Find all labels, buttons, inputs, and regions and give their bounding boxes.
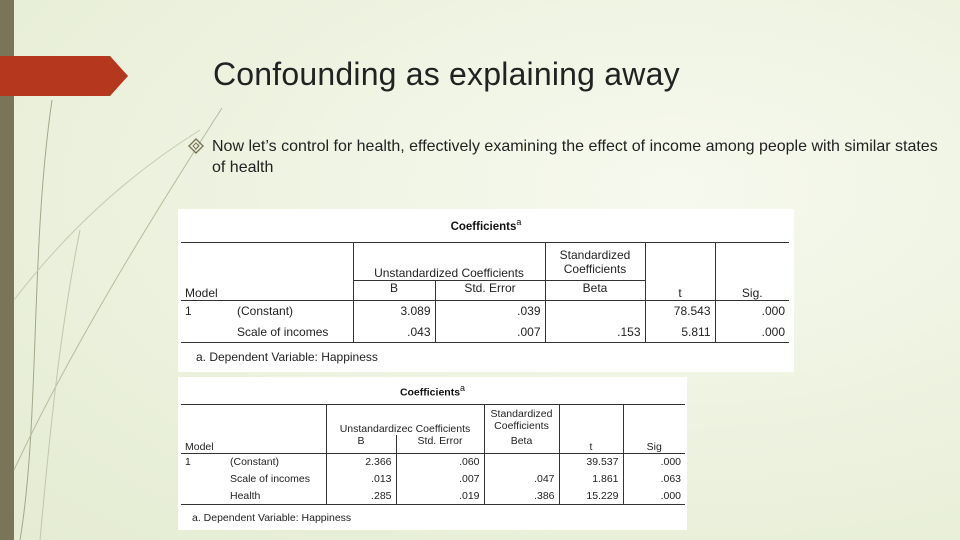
table-footnote: a. Dependent Variable: Happiness [196, 350, 378, 364]
header-t: t [559, 405, 623, 454]
header-unstandardized: Unstandardizec Coefficients [326, 405, 484, 435]
slide-title: Confounding as explaining away [213, 56, 680, 92]
table-caption: Coefficients$^a$ [450, 217, 522, 233]
diamond-outline-icon [188, 138, 204, 154]
table-row: Health .285 .019 .386 15.229 .000 [181, 488, 685, 505]
coefficients-table-1 [178, 209, 794, 372]
header-b: B [326, 435, 396, 454]
table-row: 1 (Constant) 2.366 .060 39.537 .000 [181, 454, 685, 471]
header-t: t [645, 243, 715, 301]
table-row: Scale of incomes .043 .007 .153 5.811 .000 [181, 322, 789, 343]
bullet-point [188, 136, 948, 178]
table-row: Scale of incomes .013 .007 .047 1.861 .063 [181, 471, 685, 488]
header-sig: Sig. [715, 243, 789, 301]
header-beta: Beta [545, 281, 645, 301]
header-model: Model [181, 243, 353, 301]
header-b: B [353, 281, 435, 301]
header-sig: Sig [623, 405, 685, 454]
bullet-text: Now let’s control for health, effectively examining the effect of income among people with similar states of health [212, 138, 938, 176]
table-caption: Coefficients$^a$ [399, 383, 466, 399]
header-unstandardized: Unstandardized Coefficients [353, 243, 545, 281]
table-row: 1 (Constant) 3.089 .039 78.543 .000 [181, 301, 789, 322]
header-model: Model [181, 405, 326, 454]
header-std-error: Std. Error [396, 435, 484, 454]
header-standardized: Standardized Coefficients [484, 405, 559, 435]
coefficients-table-2 [178, 377, 687, 530]
header-standardized: Standardized Coefficients [545, 243, 645, 281]
accent-tab [0, 56, 128, 96]
table-footnote: a. Dependent Variable: Happiness [192, 512, 352, 524]
header-beta: Beta [484, 435, 559, 454]
header-std-error: Std. Error [435, 281, 545, 301]
